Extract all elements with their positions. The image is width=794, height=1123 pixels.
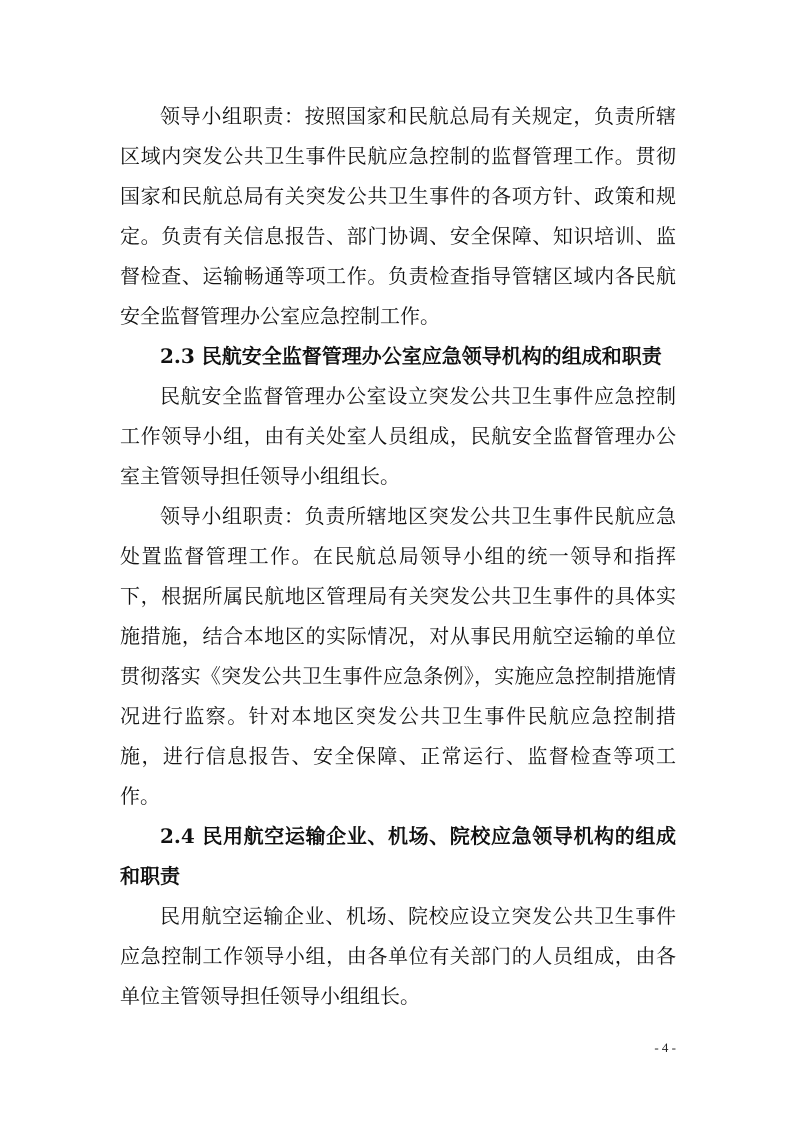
paragraph-office-leading-group: 民航安全监督管理办公室设立突发公共卫生事件应急控制工作领导小组，由有关处室人员组成，民航安全监督管理办公室主管领导担任领导小组组长。 — [120, 384, 676, 488]
paragraph-office-group-duties: 领导小组职责：负责所辖地区突发公共卫生事件民航应急处置监督管理工作。在民航总局领导小组的统一领导和指挥下，根据所属民航地区管理局有关突发公共卫生事件的具体实施措施，结合本地区的实际情况，对从事民用航空运输的单位贯彻落实《突发公共卫生事件应急条例》，实施应急控制措施情况进行监察。针对本地区突发公共卫生事件民航应急控制措施，进行信息报告、安全保障、正常运行、监督检查等项工作。 — [120, 504, 676, 808]
paragraph-leading-group-duties: 领导小组职责：按照国家和民航总局有关规定，负责所辖区域内突发公共卫生事件民航应急控制的监督管理工作。贯彻国家和民航总局有关突发公共卫生事件的各项方针、政策和规定。负责有关信息报告、部门协调、安全保障、知识培训、监督检查、运输畅通等项工作。负责检查指导管辖区域内各民航安全监督管理办公室应急控制工作。 — [120, 104, 676, 328]
section-heading-2-4: 2.4 民用航空运输企业、机场、院校应急领导机构的组成和职责 — [120, 824, 676, 888]
section-heading-2-3: 2.3 民航安全监督管理办公室应急领导机构的组成和职责 — [160, 344, 662, 368]
page-number: - 4 - — [654, 1040, 676, 1055]
paragraph-enterprise-leading-group: 民用航空运输企业、机场、院校应设立突发公共卫生事件应急控制工作领导小组，由各单位有关部门的人员组成，由各单位主管领导担任领导小组组长。 — [120, 904, 676, 1008]
document-body — [120, 96, 676, 1016]
